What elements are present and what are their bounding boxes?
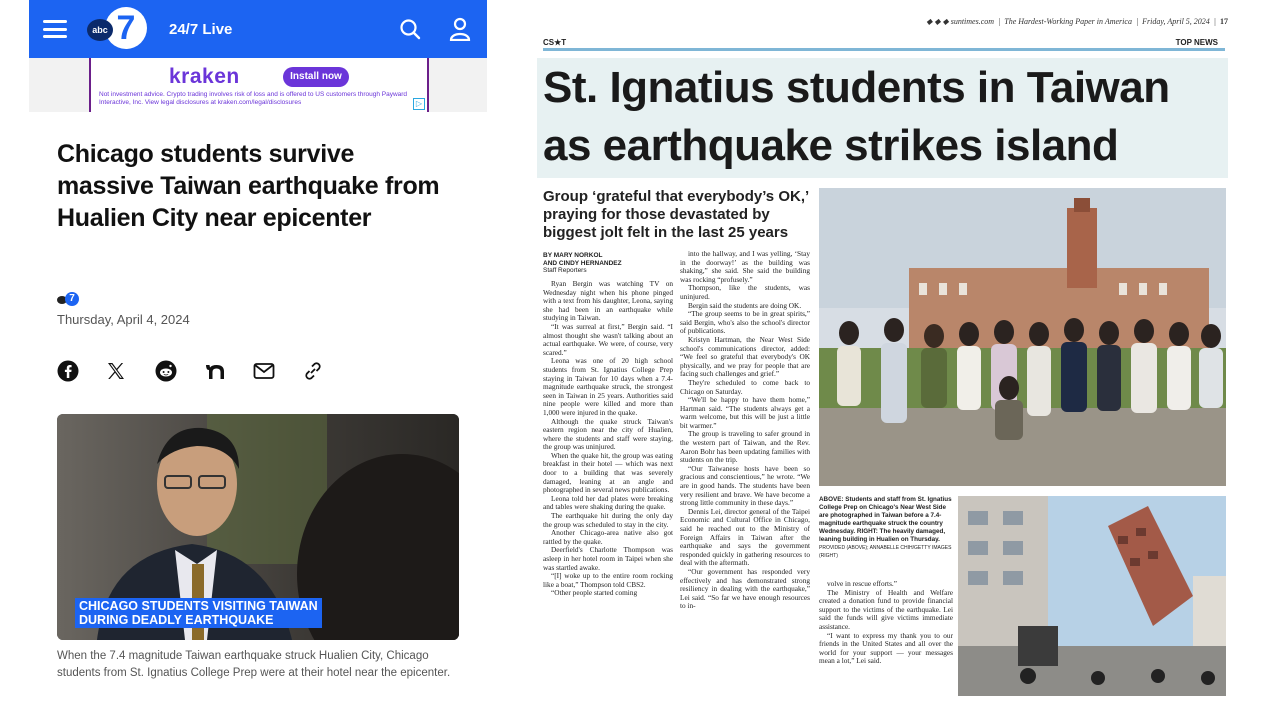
photo-caption: ABOVE: Students and staff from St. Ignatius College Prep on Chicago's Near West Side are photographed in Taiwan before a 7.4-magnitude earthquake struck the country Wednesday. RIGHT: The heavily damaged, leaning building in Hualien on Thursday. PROVIDED (ABOVE); ANNABELLE CHIH/GETTY IMAGES (RIGHT) — [819, 496, 952, 559]
facebook-icon[interactable] — [57, 358, 106, 384]
story-paragraph: Deerfield's Charlotte Thompson was asleep in her hotel room in Taipei when she was startled awake. — [543, 545, 673, 572]
ad-install-button[interactable]: Install now — [283, 67, 349, 87]
story-paragraph: “[I] woke up to the entire room rocking like a boat,” Thompson told CBS2. — [543, 571, 673, 589]
story-paragraph: Another Chicago-area native also got rattled by the quake. — [543, 528, 673, 546]
story-paragraph: “I want to express my thank you to our friends in the United States and all over the world for your support — your messages mean a lot,” Lei said. — [819, 630, 953, 666]
story-paragraph: Leona was one of 20 high school students from St. Ignatius College Prep staying in Taiwan for 10 days when a 7.4-magnitude earthquake struck, the strongest seen in Taiwan in 25 years. Authorities said nine people were killed and more than 1,000 were injured in the quake. — [543, 356, 673, 417]
story-paragraph: volve in rescue efforts.” — [827, 579, 897, 588]
story-paragraph: Although the quake struck Taiwan's eastern region near the city of Hualien, where the students and staff were staying, the group was uninjured. — [543, 416, 673, 452]
headline-line-2: as earthquake strikes island — [543, 121, 1119, 170]
newspaper-headline — [537, 58, 1228, 178]
leaning-building-photo — [958, 496, 1226, 696]
top-nav-bar — [29, 0, 487, 58]
headline-line-1: St. Ignatius students in Taiwan — [543, 63, 1170, 112]
story-column-2 — [680, 250, 810, 611]
byline: BY MARY NORKOL AND CINDY HERNANDEZ Staff Reporters — [543, 252, 622, 274]
story-paragraph: Bergin said the students are doing OK. — [688, 300, 802, 310]
logo-abc: abc — [87, 19, 113, 41]
x-icon[interactable] — [106, 358, 155, 384]
reddit-icon[interactable] — [155, 358, 204, 384]
masthead-tagline: The Hardest-Working Paper in America — [1004, 17, 1132, 26]
article-video[interactable] — [57, 414, 459, 640]
abc7-logo[interactable] — [87, 7, 147, 51]
story-paragraph: Leona told her dad plates were breaking and tables were shaking during the quake. — [543, 493, 673, 512]
section-logo: CS★T — [543, 38, 567, 47]
ad-disclaimer: Not investment advice. Crypto trading involves risk of loss and is offered to US customers through Payward Interactive, Inc. View legal disclosures at kraken.com/legal/disclosures — [99, 91, 408, 106]
story-paragraph: The earthquake hit during the only day the group was scheduled to stay in the city. — [543, 511, 673, 529]
article-headline: Chicago students survive massive Taiwan earthquake from Hualien City near epicenter — [57, 140, 440, 232]
abc7-byline-logo: 7 — [57, 292, 81, 306]
story-paragraph: The Ministry of Health and Welfare created a donation fund to provide financial support to the victims of the earthquake. Lei said the funds will give victims immediate assistance. — [819, 587, 953, 631]
story-paragraph: “Our government has responded very effectively and has demonstrated strong resiliency in dealing with the earthquake,” Lei said. “So far we have enough resources to in- — [680, 566, 810, 611]
logo-seven: 7 — [105, 7, 147, 49]
masthead-line: ◆ ◆ ◆ suntimes.com | The Hardest-Working Paper in America | Friday, April 5, 2024 | 17 — [926, 17, 1228, 26]
story-paragraph: When the quake hit, the group was eating breakfast in their hotel — which was next door to a building that was severely damaged, leaning at an angle and photographed in several news publications. — [543, 450, 673, 495]
share-bar — [57, 358, 351, 384]
headline-deck: Group ‘grateful that everybody’s OK,’ praying for those devastated by biggest jolt felt in the last 25 years — [543, 188, 809, 241]
mobile-article-screenshot — [29, 0, 487, 720]
adchoices-icon[interactable]: ▷ — [413, 98, 425, 110]
page-number: 17 — [1220, 17, 1228, 26]
story-paragraph: They're scheduled to come back to Chicago on Saturday. — [680, 377, 810, 396]
account-icon[interactable] — [447, 16, 473, 42]
story-paragraph: Kristyn Hartman, the Near West Side school's communications director, added: “We feel so grateful that everybody's OK physically, and we pray for people that are facing such challenges and grief.” — [680, 334, 810, 379]
video-lower-third: CHICAGO STUDENTS VISITING TAIWAN DURING DEADLY EARTHQUAKE — [75, 598, 322, 628]
ad-brand: kraken — [169, 65, 240, 88]
masthead-site: suntimes.com — [950, 17, 995, 26]
kraken-ad[interactable] — [89, 58, 429, 112]
story-paragraph: Ryan Bergin was watching TV on Wednesday night when his phone pinged with a text from his daughter, Leona, saying she had been in an earthquake while studying in Taiwan. — [543, 279, 673, 323]
link-icon[interactable] — [302, 358, 351, 384]
story-column-1 — [543, 280, 673, 598]
video-caption: When the 7.4 magnitude Taiwan earthquake struck Hualien City, Chicago students from St. Ignatius College Prep were at their hotel near the epicenter. — [57, 650, 451, 679]
story-paragraph: “The group seems to be in great spirits,” said Bergin, who's also the school's director of publications. — [680, 309, 810, 336]
story-paragraph: into the hallway, and I was yelling, ‘Stay in the doorway!’ as the building was shaking,” she said. She said the building was rocking “profusely.” — [680, 249, 810, 284]
live-link[interactable]: 24/7 Live — [169, 20, 233, 38]
menu-icon[interactable] — [43, 20, 67, 38]
story-paragraph: Thompson, like the students, was uninjured. — [680, 283, 810, 301]
email-icon[interactable] — [253, 358, 302, 384]
search-icon[interactable] — [397, 16, 423, 42]
students-group-photo — [819, 188, 1226, 486]
story-paragraph: “Other people started coming — [551, 588, 638, 598]
nextdoor-icon[interactable] — [204, 358, 253, 384]
newspaper-page — [537, 0, 1228, 720]
story-paragraph: The group is traveling to safer ground in the western part of Taiwan, and the Rev. Aaron Bohr has been updating families with students on the trip. — [680, 429, 810, 465]
story-paragraph: “Our Taiwanese hosts have been so gracious and conscientious,” he wrote. “We are in good hands. The students have been very resilient and brave. We have become a strong little community in these days.” — [680, 463, 810, 508]
section-label: TOP NEWS — [1175, 38, 1218, 47]
photo-credit: PROVIDED (ABOVE); ANNABELLE CHIH/GETTY IMAGES (RIGHT) — [819, 545, 952, 559]
story-paragraph: “We'll be happy to have them home,” Hartman said. “The students always get a warm welcome, but this will be just a little bit warmer.” — [680, 395, 810, 430]
article-date: Thursday, April 4, 2024 — [57, 312, 190, 327]
story-paragraph: Dennis Lei, director general of the Taipei Economic and Cultural Office in Chicago, said he reached out to the Ministry of Foreign Affairs in Taiwan after the earthquake and says the government responded quickly in gathering resources to deal with the aftermath. — [680, 506, 810, 568]
ad-banner-area — [29, 58, 487, 112]
masthead-date: Friday, April 5, 2024 — [1142, 17, 1210, 26]
story-column-3 — [819, 580, 953, 666]
section-rule — [543, 48, 1225, 51]
story-paragraph: “It was surreal at first,” Bergin said. “I almost thought she wasn't talking about an actual earthquake. We were, of course, very scared.” — [543, 321, 673, 357]
